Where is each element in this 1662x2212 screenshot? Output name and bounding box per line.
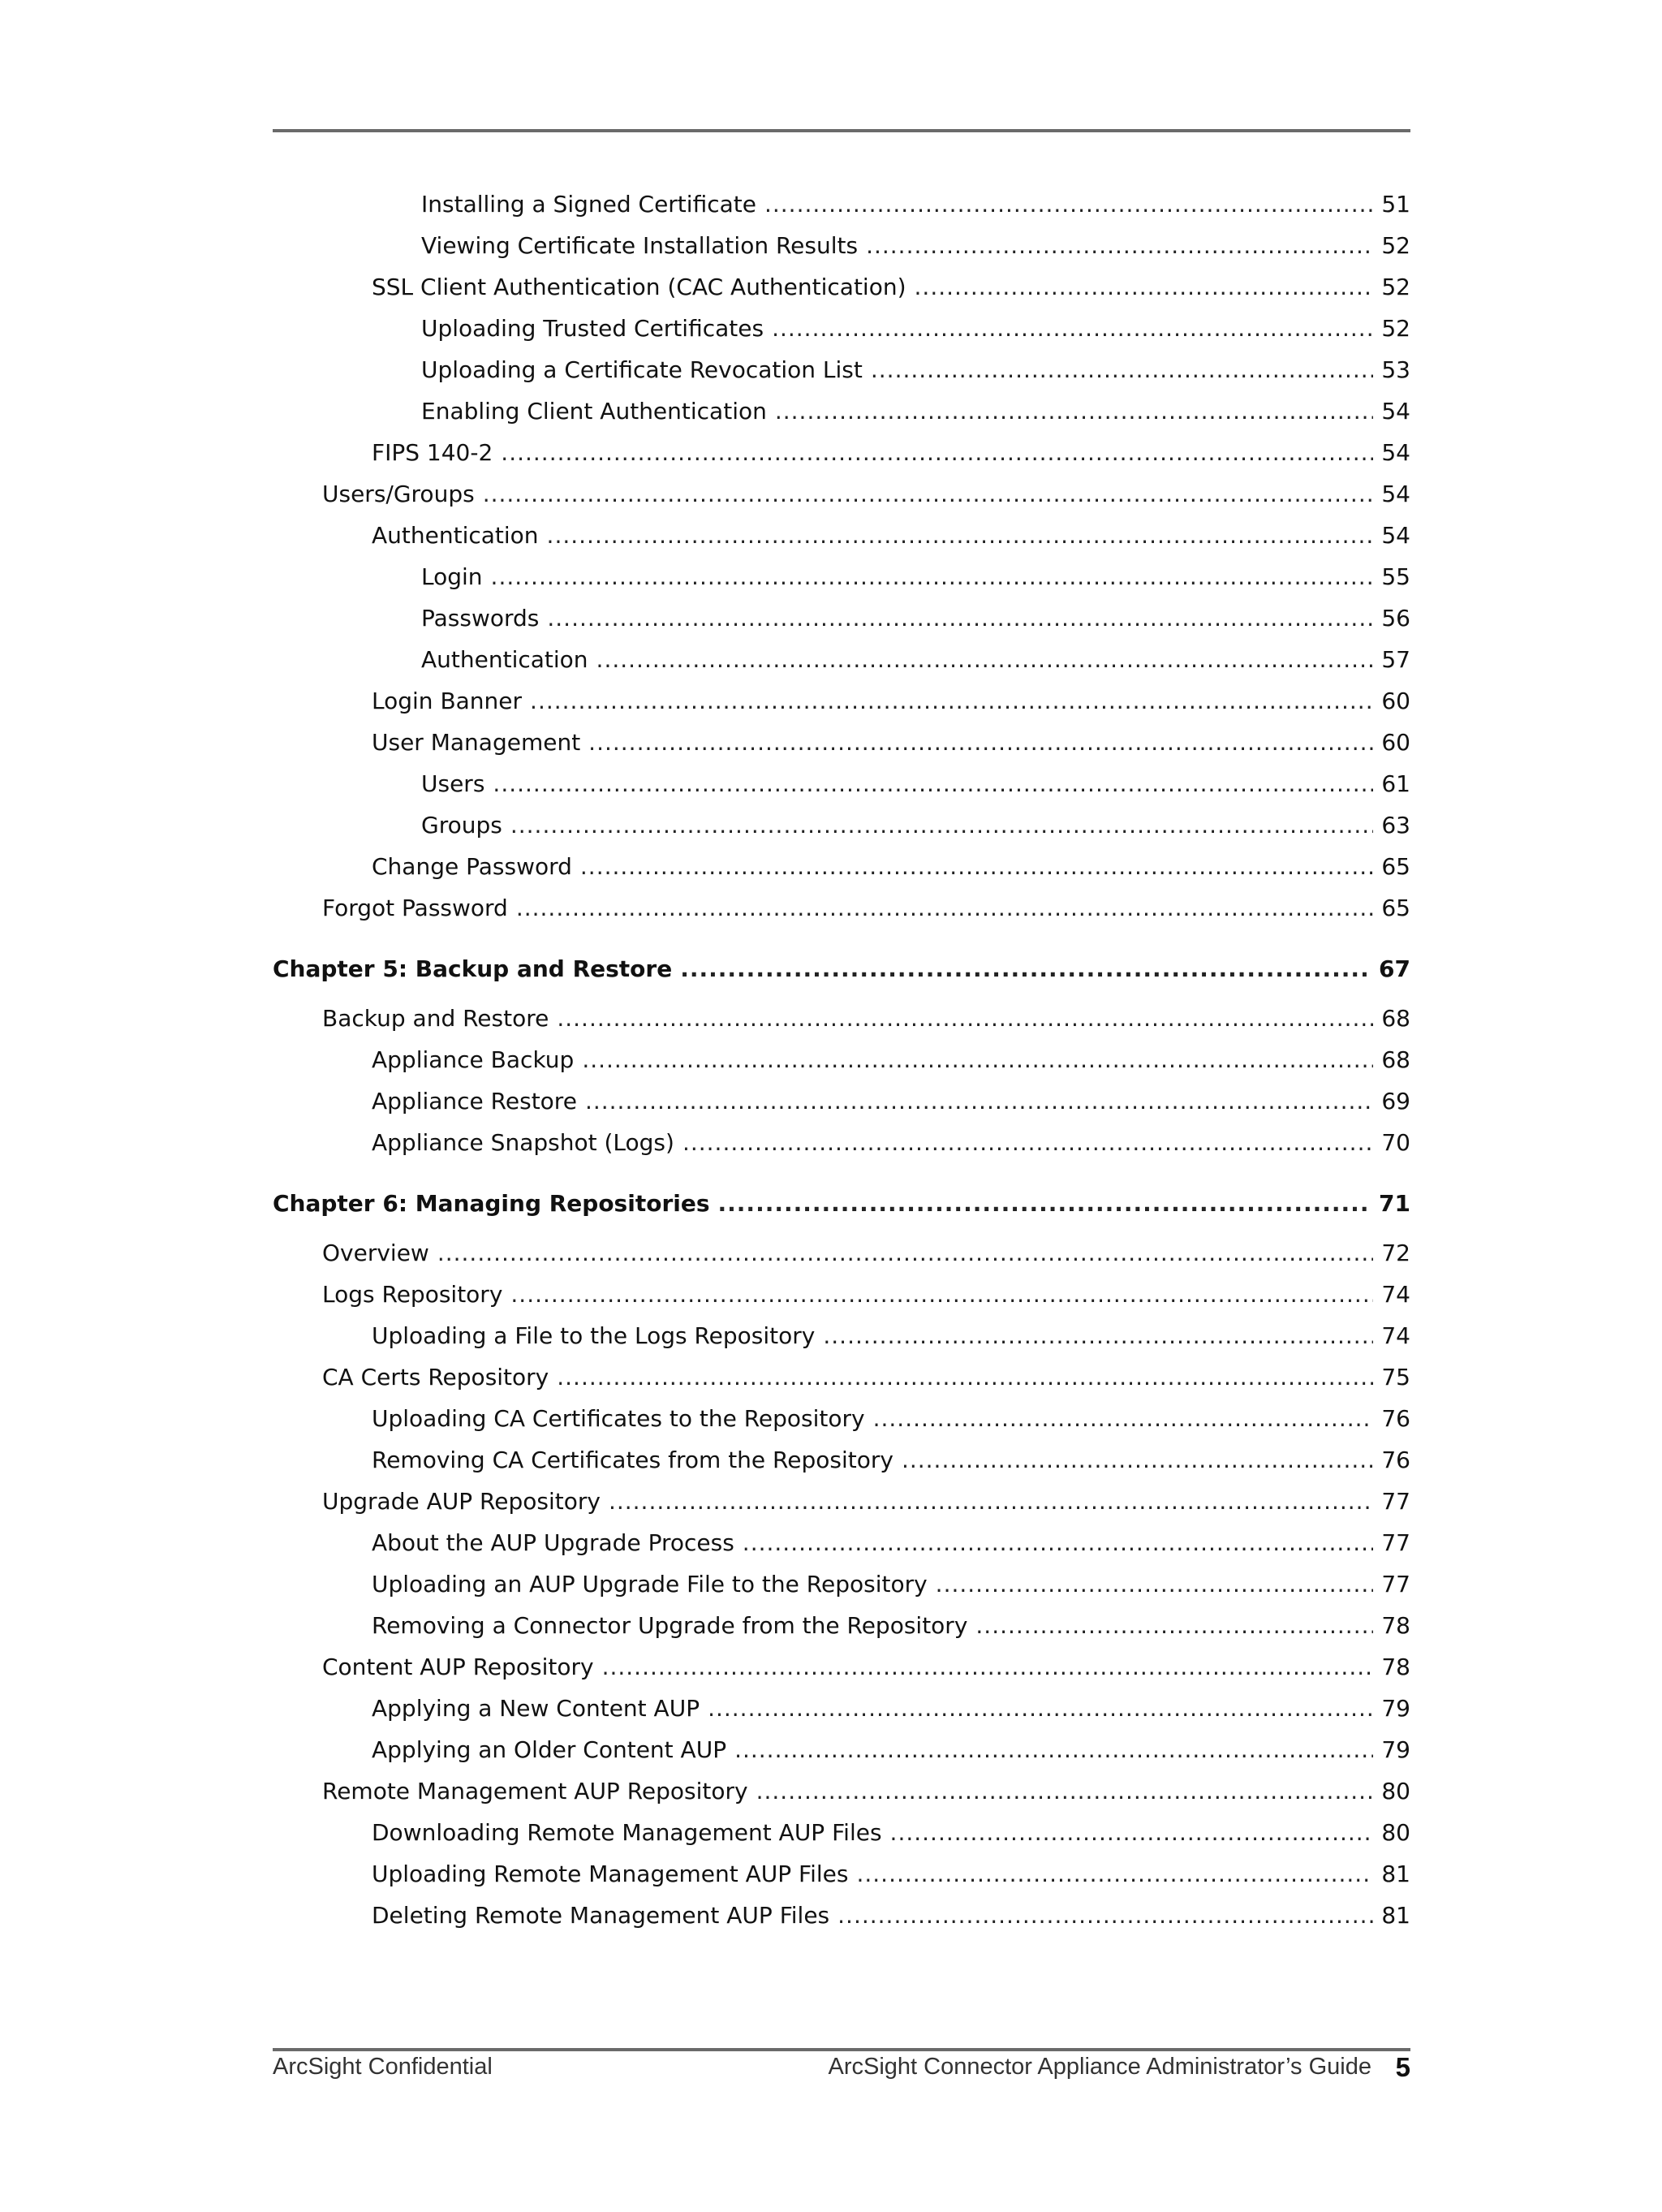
toc-entry-page: 77: [1381, 1488, 1410, 1515]
dot-leader: [585, 1080, 1373, 1122]
toc-entry-page: 61: [1381, 770, 1410, 797]
toc-entry[interactable]: [273, 846, 1410, 887]
toc-entry-page: 77: [1381, 1529, 1410, 1556]
toc-entry-title: User Management: [372, 729, 581, 756]
toc-entry-page: 55: [1381, 563, 1410, 590]
toc-entry[interactable]: [273, 1688, 1410, 1729]
toc-entry-page: 51: [1381, 191, 1410, 218]
toc-entry-title: Applying an Older Content AUP: [372, 1736, 727, 1763]
dot-leader: [743, 1522, 1374, 1563]
toc-entry-title: CA Certs Repository: [322, 1364, 549, 1391]
toc-entry-title: Uploading Remote Management AUP Files: [372, 1861, 849, 1887]
toc-entry-page: 77: [1381, 1571, 1410, 1598]
toc-entry-title: Authentication: [372, 522, 539, 549]
toc-entry-title: Downloading Remote Management AUP Files: [372, 1819, 882, 1846]
dot-leader: [491, 556, 1374, 597]
toc-entry-title: Appliance Snapshot (Logs): [372, 1129, 674, 1156]
dot-leader: [582, 1039, 1373, 1080]
dot-leader: [609, 1481, 1373, 1522]
toc-entry-title: Overview: [322, 1240, 429, 1266]
toc-entry-title: SSL Client Authentication (CAC Authentication): [372, 274, 906, 300]
dot-leader: [866, 225, 1373, 266]
toc-entry-page: 68: [1381, 1005, 1410, 1032]
toc-entry-page: 60: [1381, 688, 1410, 714]
toc-entry-page: 65: [1381, 895, 1410, 921]
toc-entry[interactable]: [273, 1274, 1410, 1315]
dot-leader: [915, 266, 1374, 308]
page-footer: [273, 2054, 1410, 2086]
dot-leader: [975, 1605, 1373, 1646]
toc-entry-page: 79: [1381, 1736, 1410, 1763]
toc-entry[interactable]: [273, 1080, 1410, 1122]
toc-entry-title: Logs Repository: [322, 1281, 503, 1308]
toc-entry[interactable]: [273, 183, 1410, 225]
toc-entry-page: 60: [1381, 729, 1410, 756]
toc-entry-title: Users/Groups: [322, 481, 475, 507]
toc-entry[interactable]: [273, 390, 1410, 432]
footer-page-number: 5: [1395, 2052, 1410, 2082]
toc-entry[interactable]: [273, 1563, 1410, 1605]
toc-entry-title: Authentication: [421, 646, 588, 673]
toc-entry-title: Uploading an AUP Upgrade File to the Repository: [372, 1571, 928, 1598]
toc-entry[interactable]: [273, 1356, 1410, 1398]
toc-entry-title: Upgrade AUP Repository: [322, 1488, 601, 1515]
toc-entry[interactable]: [273, 680, 1410, 722]
toc-entry-title: Uploading Trusted Certificates: [421, 315, 764, 342]
toc-entry-page: 81: [1381, 1861, 1410, 1887]
toc-entry-title: Enabling Client Authentication: [421, 398, 767, 425]
toc-entry-page: 52: [1381, 274, 1410, 300]
dot-leader: [756, 1770, 1374, 1812]
toc-entry[interactable]: [273, 597, 1410, 639]
table-of-contents: [273, 183, 1410, 1936]
dot-leader: [547, 597, 1373, 639]
toc-entry-title: Login Banner: [372, 688, 523, 714]
toc-entry-title: Uploading CA Certificates to the Repository: [372, 1405, 865, 1432]
toc-entry-page: 76: [1381, 1405, 1410, 1432]
toc-entry[interactable]: [273, 556, 1410, 597]
toc-entry-page: 67: [1379, 955, 1410, 982]
toc-entry[interactable]: [273, 1039, 1410, 1080]
toc-entry-page: 80: [1381, 1778, 1410, 1805]
toc-entry-title: Appliance Backup: [372, 1046, 575, 1073]
dot-leader: [580, 846, 1373, 887]
header-rule: [273, 129, 1410, 132]
toc-entry-title: Forgot Password: [322, 895, 508, 921]
toc-entry-title: Uploading a File to the Logs Repository: [372, 1322, 816, 1349]
toc-entry[interactable]: [273, 1481, 1410, 1522]
toc-entry[interactable]: [273, 1398, 1410, 1439]
toc-entry-title: Groups: [421, 812, 502, 839]
dot-leader: [837, 1895, 1373, 1936]
dot-leader: [510, 804, 1374, 846]
dot-leader: [483, 473, 1374, 515]
toc-entry[interactable]: [273, 763, 1410, 804]
dot-leader: [493, 763, 1373, 804]
toc-entry[interactable]: [273, 1122, 1410, 1163]
toc-chapter-entry[interactable]: [273, 1178, 1410, 1230]
toc-entry-title: Deleting Remote Management AUP Files: [372, 1902, 830, 1929]
toc-entry-title: About the AUP Upgrade Process: [372, 1529, 734, 1556]
toc-entry-page: 68: [1381, 1046, 1410, 1073]
toc-entry-title: Content AUP Repository: [322, 1654, 594, 1680]
toc-entry-title: Appliance Restore: [372, 1088, 577, 1115]
toc-entry[interactable]: [273, 1605, 1410, 1646]
dot-leader: [588, 722, 1373, 763]
toc-entry-title: Backup and Restore: [322, 1005, 549, 1032]
dot-leader: [557, 998, 1373, 1039]
dot-leader: [596, 639, 1374, 680]
toc-entry[interactable]: [273, 1770, 1410, 1812]
footer-guide-title: ArcSight Connector Appliance Administrator’s Guide: [828, 2054, 1371, 2080]
toc-entry[interactable]: [273, 473, 1410, 515]
dot-leader: [437, 1232, 1374, 1274]
toc-entry-page: 74: [1381, 1281, 1410, 1308]
toc-entry-title: Remote Management AUP Repository: [322, 1778, 748, 1805]
toc-entry[interactable]: [273, 349, 1410, 390]
toc-entry-page: 70: [1381, 1129, 1410, 1156]
dot-leader: [890, 1812, 1374, 1853]
toc-entry[interactable]: [273, 308, 1410, 349]
toc-entry-page: 53: [1381, 356, 1410, 383]
toc-entry-page: 80: [1381, 1819, 1410, 1846]
toc-entry-title: Viewing Certificate Installation Results: [421, 232, 859, 259]
toc-entry[interactable]: [273, 225, 1410, 266]
toc-entry-page: 54: [1381, 398, 1410, 425]
dot-leader: [602, 1646, 1374, 1688]
dot-leader: [516, 887, 1374, 929]
dot-leader: [557, 1356, 1373, 1398]
footer-rule: [273, 2048, 1410, 2051]
toc-entry[interactable]: [273, 1895, 1410, 1936]
toc-entry[interactable]: [273, 998, 1410, 1039]
toc-entry-page: 81: [1381, 1902, 1410, 1929]
dot-leader: [764, 183, 1373, 225]
toc-entry-page: 79: [1381, 1695, 1410, 1722]
dot-leader: [902, 1439, 1373, 1481]
toc-entry-title: Login: [421, 563, 483, 590]
dot-leader: [682, 1122, 1373, 1163]
toc-entry[interactable]: [273, 1812, 1410, 1853]
dot-leader: [501, 432, 1373, 473]
toc-entry-title: Passwords: [421, 605, 540, 632]
toc-entry-page: 75: [1381, 1364, 1410, 1391]
toc-entry-title: Chapter 5: Backup and Restore: [273, 955, 673, 982]
dot-leader: [510, 1274, 1373, 1315]
toc-entry-page: 71: [1379, 1190, 1410, 1217]
dot-leader: [936, 1563, 1374, 1605]
dot-leader: [856, 1853, 1373, 1895]
dot-leader: [775, 390, 1374, 432]
toc-entry[interactable]: [273, 1522, 1410, 1563]
dot-leader: [547, 515, 1374, 556]
toc-entry[interactable]: [273, 1439, 1410, 1481]
dot-leader: [734, 1729, 1373, 1770]
toc-entry-title: Removing a Connector Upgrade from the Repository: [372, 1612, 968, 1639]
toc-entry-title: FIPS 140-2: [372, 439, 493, 466]
toc-entry-page: 57: [1381, 646, 1410, 673]
dot-leader: [823, 1315, 1373, 1356]
toc-entry-title: Users: [421, 770, 485, 797]
toc-entry-page: 56: [1381, 605, 1410, 632]
toc-entry-title: Installing a Signed Certificate: [421, 191, 756, 218]
toc-entry-title: Change Password: [372, 853, 572, 880]
toc-entry-page: 54: [1381, 481, 1410, 507]
toc-chapter-entry[interactable]: [273, 943, 1410, 995]
toc-entry-page: 52: [1381, 232, 1410, 259]
toc-entry-page: 78: [1381, 1654, 1410, 1680]
toc-entry-title: Removing CA Certificates from the Repository: [372, 1447, 893, 1473]
footer-confidential: ArcSight Confidential: [273, 2054, 493, 2080]
toc-entry[interactable]: [273, 1729, 1410, 1770]
toc-entry-title: Applying a New Content AUP: [372, 1695, 700, 1722]
toc-entry[interactable]: [273, 639, 1410, 680]
dot-leader: [718, 1178, 1371, 1230]
toc-entry-page: 63: [1381, 812, 1410, 839]
toc-entry-page: 54: [1381, 439, 1410, 466]
toc-entry[interactable]: [273, 1646, 1410, 1688]
toc-entry[interactable]: [273, 1232, 1410, 1274]
dot-leader: [873, 1398, 1374, 1439]
toc-entry[interactable]: [273, 266, 1410, 308]
toc-entry[interactable]: [273, 432, 1410, 473]
toc-entry-page: 72: [1381, 1240, 1410, 1266]
toc-entry-page: 76: [1381, 1447, 1410, 1473]
toc-entry-title: Uploading a Certificate Revocation List: [421, 356, 863, 383]
toc-entry-page: 52: [1381, 315, 1410, 342]
dot-leader: [772, 308, 1373, 349]
toc-entry-page: 54: [1381, 522, 1410, 549]
toc-entry-page: 74: [1381, 1322, 1410, 1349]
dot-leader: [871, 349, 1373, 390]
toc-entry-title: Chapter 6: Managing Repositories: [273, 1190, 710, 1217]
toc-entry[interactable]: [273, 515, 1410, 556]
toc-entry[interactable]: [273, 887, 1410, 929]
toc-entry-page: 65: [1381, 853, 1410, 880]
dot-leader: [530, 680, 1373, 722]
toc-entry[interactable]: [273, 1853, 1410, 1895]
dot-leader: [680, 943, 1371, 995]
toc-entry-page: 78: [1381, 1612, 1410, 1639]
toc-entry[interactable]: [273, 1315, 1410, 1356]
toc-entry[interactable]: [273, 804, 1410, 846]
toc-entry-page: 69: [1381, 1088, 1410, 1115]
toc-entry[interactable]: [273, 722, 1410, 763]
dot-leader: [708, 1688, 1373, 1729]
